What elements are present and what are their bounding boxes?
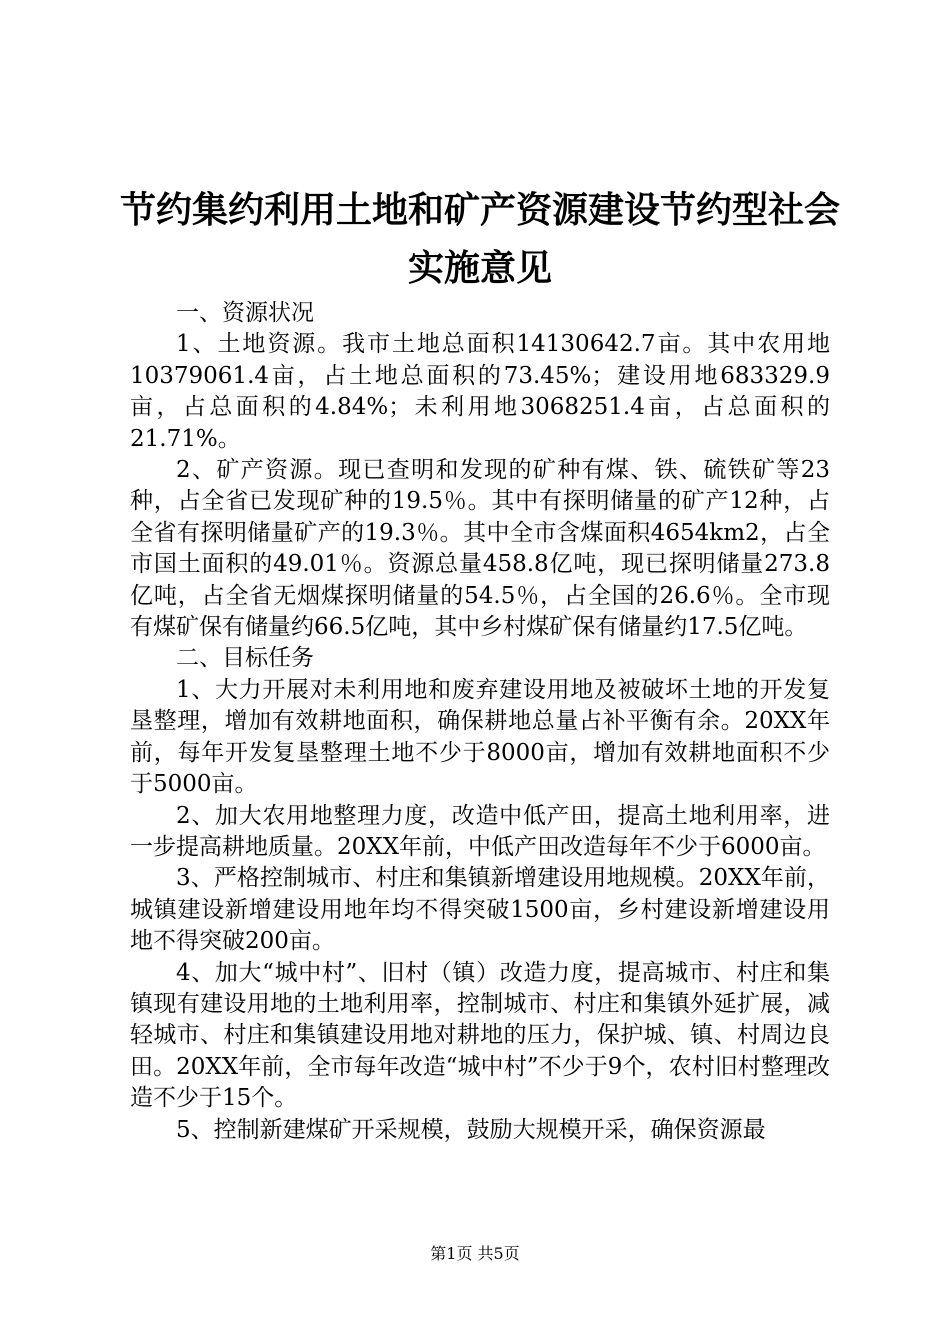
paragraph-target-2: 2、加大农用地整理力度，改造中低产田，提高土地利用率，进一步提高耕地质量。20XX年前，中低产田改造每年不少于6000亩。	[130, 802, 830, 860]
paragraph-target-5: 5、控制新建煤矿开采规模，鼓励大规模开采，确保资源最	[176, 1116, 766, 1143]
section-heading-targets: 二、目标任务	[176, 645, 314, 672]
paragraph-target-4: 4、加大“城中村”、旧村（镇）改造力度，提高城市、村庄和集镇现有建设用地的土地利用率，控制城市、村庄和集镇外延扩展，减轻城市、村庄和集镇建设用地对耕地的压力，保护城、镇、村周边良田。20XX年前，全市每年改造“城中村”不少于9个，农村旧村整理改造不少于15个。	[130, 959, 830, 1112]
paragraph-target-3: 3、严格控制城市、村庄和集镇新增建设用地规模。20XX年前，城镇建设新增建设用地年均不得突破1500亩，乡村建设新增建设用地不得突破200亩。	[130, 865, 830, 955]
section-heading-resources: 一、资源状况	[176, 300, 314, 326]
paragraph-target-1: 1、大力开展对未利用地和废弃建设用地及被破坏土地的开发复垦整理，增加有效耕地面积，确保耕地总量占补平衡有余。20XX年前，每年开发复垦整理土地不少于8000亩，增加有效耕地面积不少于5000亩。	[130, 676, 830, 798]
page-number: 第1页 共5页	[430, 1244, 520, 1263]
paragraph-land-resources: 1、土地资源。我市土地总面积14130642.7亩。其中农用地10379061.4亩，占土地总面积的73.45%；建设用地683329.9亩，占总面积的4.84%；未利用地3068251.4亩，占总面积的21.71%。	[130, 331, 830, 452]
document-title-line-2: 实施意见	[407, 248, 552, 289]
document-body	[130, 298, 830, 1146]
document-title-line-1: 节约集约利用土地和矿产资源建设节约型社会	[119, 190, 840, 231]
paragraph-mineral-resources: 2、矿产资源。现已查明和发现的矿种有煤、铁、硫铁矿等23种，占全省已发现矿种的19.5％。其中有探明储量的矿产12种，占全省有探明储量矿产的19.3％。其中全市含煤面积4654km2，占全市国土面积的49.01％。资源总量458.8亿吨，现已探明储量273.8亿吨，占全省无烟煤探明储量的54.5％，占全国的26.6％。全市现有煤矿保有储量约66.5亿吨，其中乡村煤矿保有储量约17.5亿吨。	[130, 457, 830, 641]
